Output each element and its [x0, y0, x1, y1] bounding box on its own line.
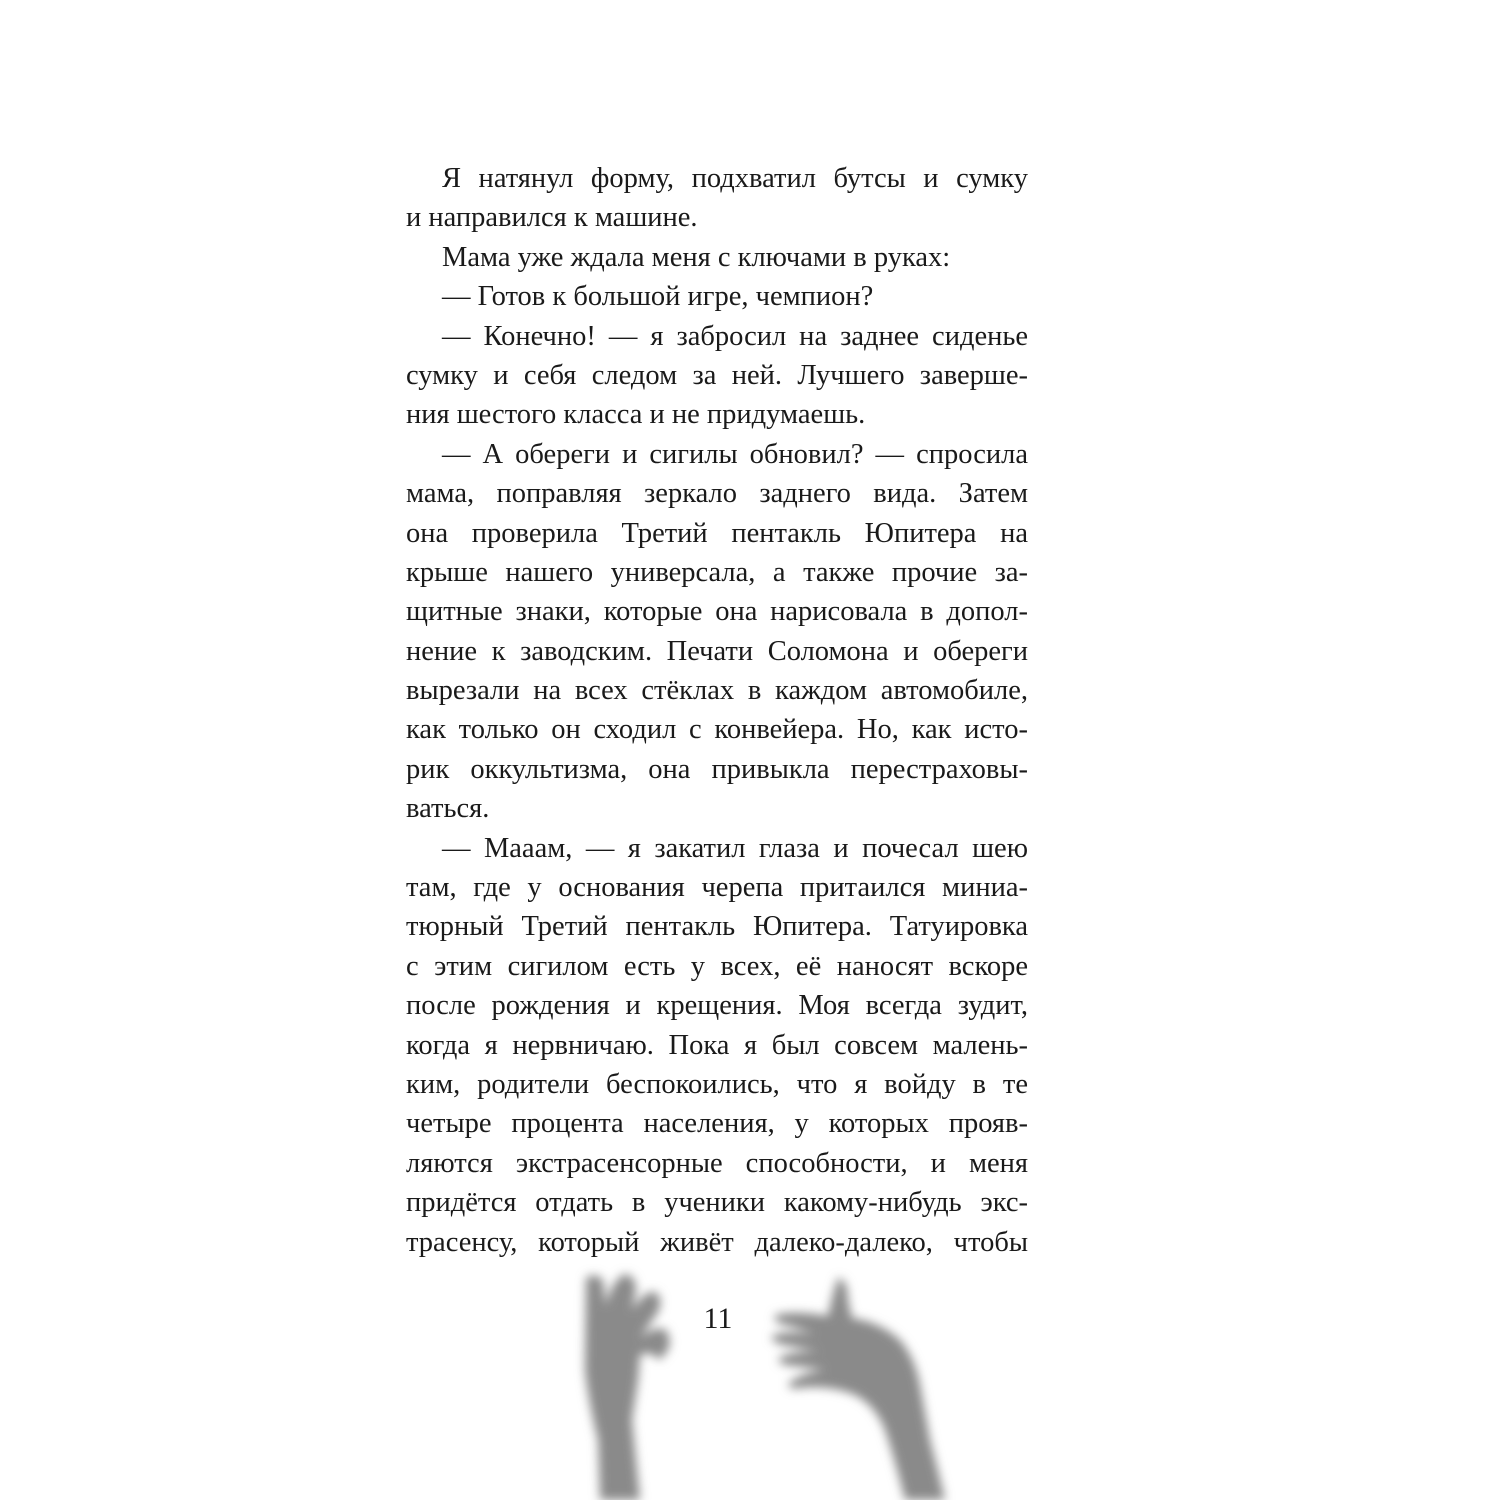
left-hand-shadow-icon — [585, 1274, 670, 1500]
text-line: как только он сходил с конвейера. Но, как исто- — [406, 714, 1028, 746]
text-line: когда я нервничаю. Пока я был совсем малень- — [406, 1029, 1028, 1061]
text-line: — Мааам, — я закатил глаза и почесал шею — [442, 832, 1028, 864]
text-line: Мама уже ждала меня с ключами в руках: — [442, 241, 951, 273]
text-line: мама, поправляя зеркало заднего вида. Затем — [406, 478, 1028, 510]
text-line: она проверила Третий пентакль Юпитера на — [406, 517, 1028, 549]
text-line: — Конечно! — я забросил на заднее сиденье — [442, 320, 1028, 352]
text-line: после рождения и крещения. Моя всегда зудит, — [406, 990, 1028, 1022]
right-hand-shadow-icon — [772, 1278, 945, 1500]
text-line: тюрный Третий пентакль Юпитера. Татуировка — [406, 911, 1028, 943]
text-line: Я натянул форму, подхватил бутсы и сумку — [442, 163, 1028, 194]
text-line: сумку и себя следом за ней. Лучшего заверше- — [406, 359, 1028, 391]
text-line: рик оккультизма, она привыкла перестраховы- — [406, 753, 1028, 785]
text-line: ким, родители беспокоились, что я войду в те — [406, 1068, 1028, 1100]
text-line: с этим сигилом есть у всех, её наносят вскоре — [406, 950, 1028, 982]
text-line: ляются экстрасенсорные способности, и меня — [406, 1147, 1028, 1179]
text-line: крыше нашего универсала, а также прочие за- — [406, 556, 1028, 588]
text-line: придётся отдать в ученики какому-нибудь экс- — [406, 1187, 1028, 1219]
text-line: вырезали на всех стёклах в каждом автомобиле, — [406, 675, 1028, 707]
text-line: там, где у основания черепа притаился миниа- — [406, 872, 1028, 904]
text-line: и направился к машине. — [406, 202, 698, 234]
text-line: — А обереги и сигилы обновил? — спросила — [442, 438, 1028, 470]
text-line: ваться. — [406, 793, 490, 825]
text-line: трасенсу, который живёт далеко-далеко, чтобы — [406, 1226, 1028, 1258]
page-number: 11 — [703, 1302, 733, 1335]
text-line: ния шестого класса и не придумаешь. — [406, 399, 866, 431]
text-line: четыре процента населения, у которых прояв- — [406, 1108, 1028, 1140]
text-line: нение к заводским. Печати Соломона и обереги — [406, 635, 1028, 667]
text-line: щитные знаки, которые она нарисовала в допол- — [406, 596, 1028, 628]
text-line: — Готов к большой игре, чемпион? — [442, 281, 874, 313]
